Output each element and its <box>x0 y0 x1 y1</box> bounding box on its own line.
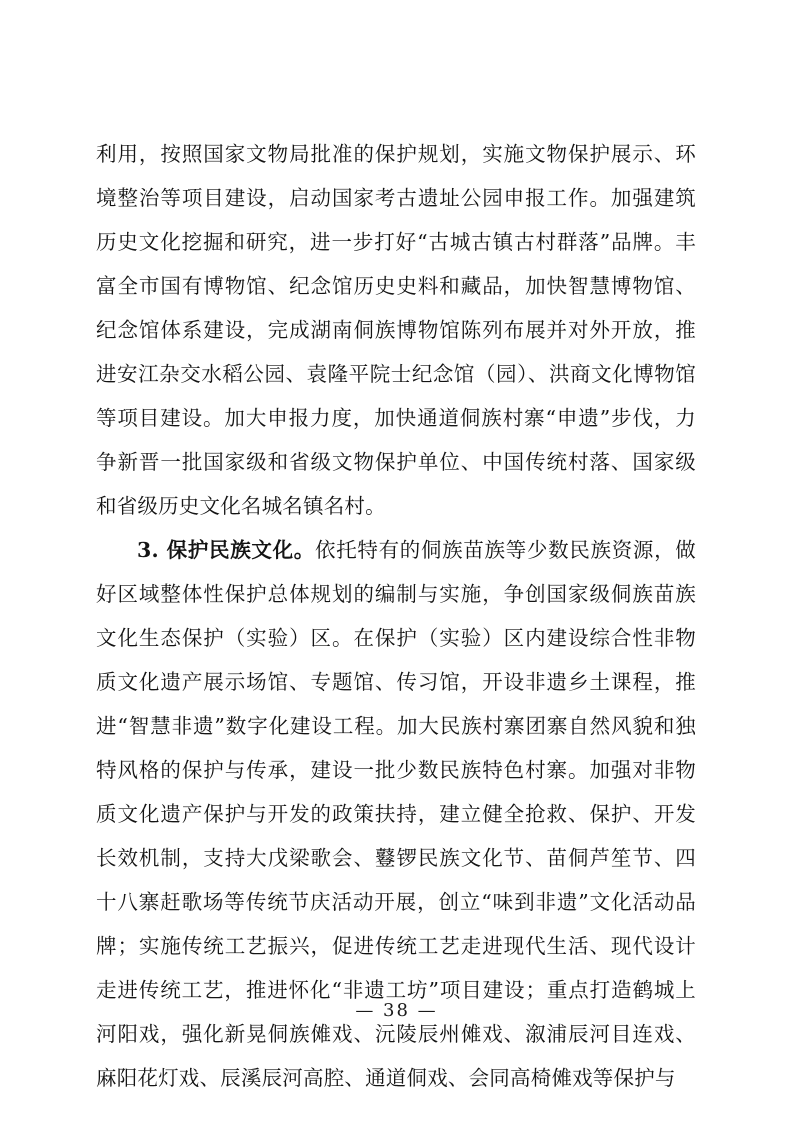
paragraph-2-text: 依托特有的侗族苗族等少数民族资源，做好区域整体性保护总体规划的编制与实施，争创国家级侗族苗族文化生态保护（实验）区。在保护（实验）区内建设综合性非物质文化遗产展示场馆、专题馆、传习馆，开设非遗乡土课程，推进“智慧非遗”数字化建设工程。加大民族村寨团寨自然风貌和独特风格的保护与传承，建设一批少数民族特色村寨。加强对非物质文化遗产保护与开发的政策扶持，建立健全抢救、保护、开发长效机制，支持大戊梁歌会、鼟锣民族文化节、苗侗芦笙节、四十八寨赶歌场等传统节庆活动开展，创立“味到非遗”文化活动品牌；实施传统工艺振兴，促进传统工艺走进现代生活、现代设计走进传统工艺，推进怀化“非遗工坊”项目建设；重点打造鹤城上河阳戏，强化新晃侗族傩戏、沅陵辰州傩戏、溆浦辰河目连戏、麻阳花灯戏、辰溪辰河高腔、通道侗戏、会同高椅傩戏等保护与 <box>96 538 696 1090</box>
paragraph-1: 利用，按照国家文物局批准的保护规划，实施文物保护展示、环境整治等项目建设，启动国家考古遗址公园申报工作。加强建筑历史文化挖掘和研究，进一步打好“古城古镇古村群落”品牌。丰富全市国有博物馆、纪念馆历史史料和藏品，加快智慧博物馆、纪念馆体系建设，完成湖南侗族博物馆陈列布展并对外开放，推进安江杂交水稻公园、袁隆平院士纪念馆（园）、洪商文化博物馆等项目建设。加大申报力度，加快通道侗族村寨“申遗”步伐，力争新晋一批国家级和省级文物保护单位、中国传统村落、国家级和省级历史文化名城名镇名村。 <box>96 142 696 518</box>
page-body <box>96 132 696 1100</box>
page-number: — 38 — <box>355 1000 438 1021</box>
paragraph-2-heading: 3. 保护民族文化。 <box>137 538 315 562</box>
